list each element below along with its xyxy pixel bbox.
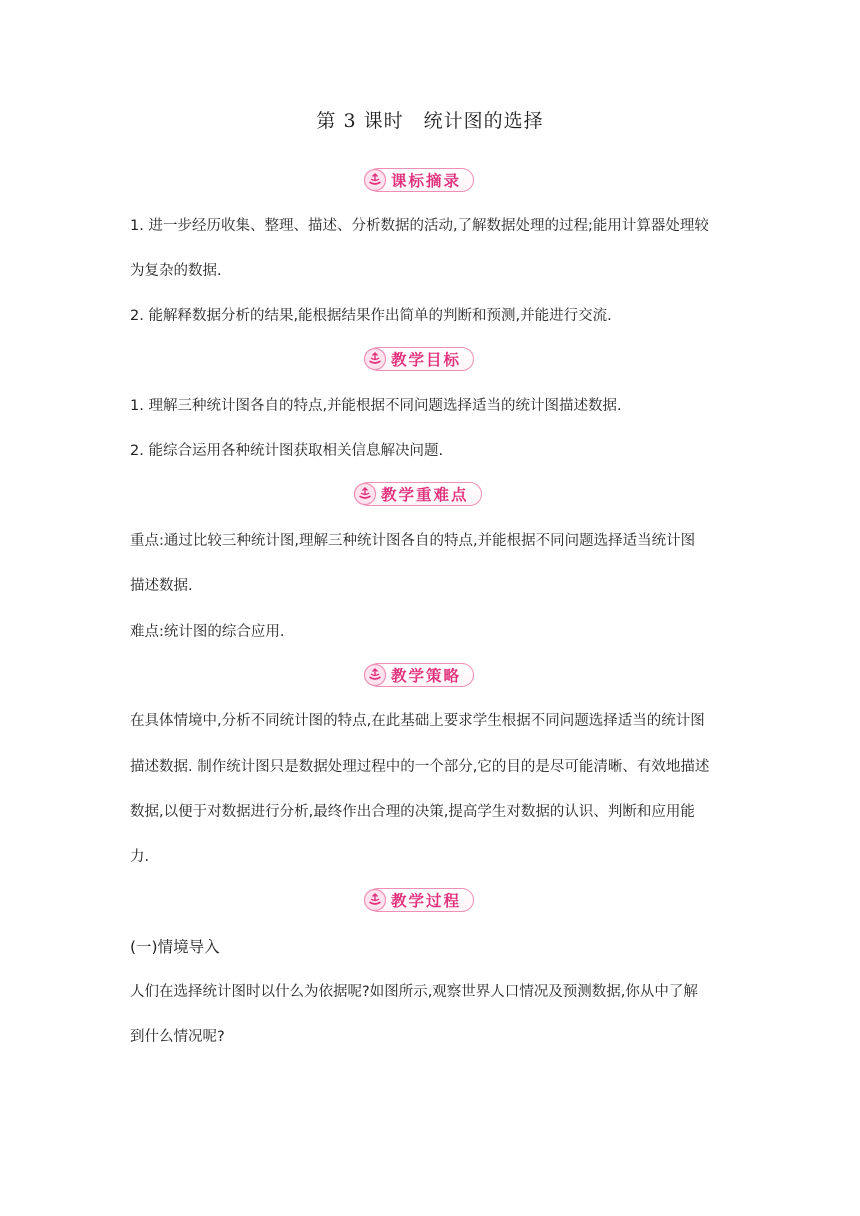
key-points-line-2: 描述数据. bbox=[130, 578, 193, 594]
section-heading-process: 教学过程 bbox=[391, 892, 462, 910]
strategy-line-3: 数据,以便于对数据进行分析,最终作出合理的决策,提高学生对数据的认识、判断和应用能 bbox=[130, 804, 695, 820]
curriculum-line-2: 为复杂的数据. bbox=[130, 263, 222, 279]
key-points-line-3: 难点:统计图的综合应用. bbox=[130, 624, 285, 640]
process-line-1: 人们在选择统计图时以什么为依据呢?如图所示,观察世界人口情况及预测数据,你从中了解 bbox=[130, 984, 698, 1000]
objectives-line-2: 2. 能综合运用各种统计图获取相关信息解决问题. bbox=[130, 443, 444, 459]
page-title: 第 3 课时 统计图的选择 bbox=[316, 110, 544, 132]
book-swirl-icon bbox=[353, 482, 377, 506]
book-swirl-icon bbox=[363, 347, 387, 371]
section-heading-strategy: 教学策略 bbox=[391, 667, 462, 685]
section-badge-curriculum bbox=[366, 168, 474, 192]
curriculum-line-3: 2. 能解释数据分析的结果,能根据结果作出简单的判断和预测,并能进行交流. bbox=[130, 308, 612, 324]
section-badge-process bbox=[366, 888, 474, 912]
curriculum-line-1: 1. 进一步经历收集、整理、描述、分析数据的活动,了解数据处理的过程;能用计算器处理较 bbox=[130, 218, 709, 234]
process-line-2: 到什么情况呢? bbox=[130, 1029, 225, 1045]
strategy-line-4: 力. bbox=[130, 849, 150, 865]
book-swirl-icon bbox=[363, 168, 387, 192]
key-points-line-1: 重点:通过比较三种统计图,理解三种统计图各自的特点,并能根据不同问题选择适当统计图 bbox=[130, 533, 696, 549]
section-badge-strategy bbox=[366, 663, 474, 687]
book-swirl-icon bbox=[363, 663, 387, 687]
section-heading-curriculum: 课标摘录 bbox=[391, 172, 462, 190]
section-badge-key-points bbox=[356, 482, 482, 506]
section-heading-objectives: 教学目标 bbox=[391, 351, 462, 369]
process-subheading: (一)情境导入 bbox=[130, 938, 220, 956]
strategy-line-1: 在具体情境中,分析不同统计图的特点,在此基础上要求学生根据不同问题选择适当的统计图 bbox=[130, 713, 705, 729]
book-swirl-icon bbox=[363, 888, 387, 912]
section-heading-key-points: 教学重难点 bbox=[381, 486, 469, 504]
objectives-line-1: 1. 理解三种统计图各自的特点,并能根据不同问题选择适当的统计图描述数据. bbox=[130, 398, 622, 414]
section-badge-objectives bbox=[366, 347, 474, 371]
strategy-line-2: 描述数据. 制作统计图只是数据处理过程中的一个部分,它的目的是尽可能清晰、有效地描述 bbox=[130, 759, 710, 775]
